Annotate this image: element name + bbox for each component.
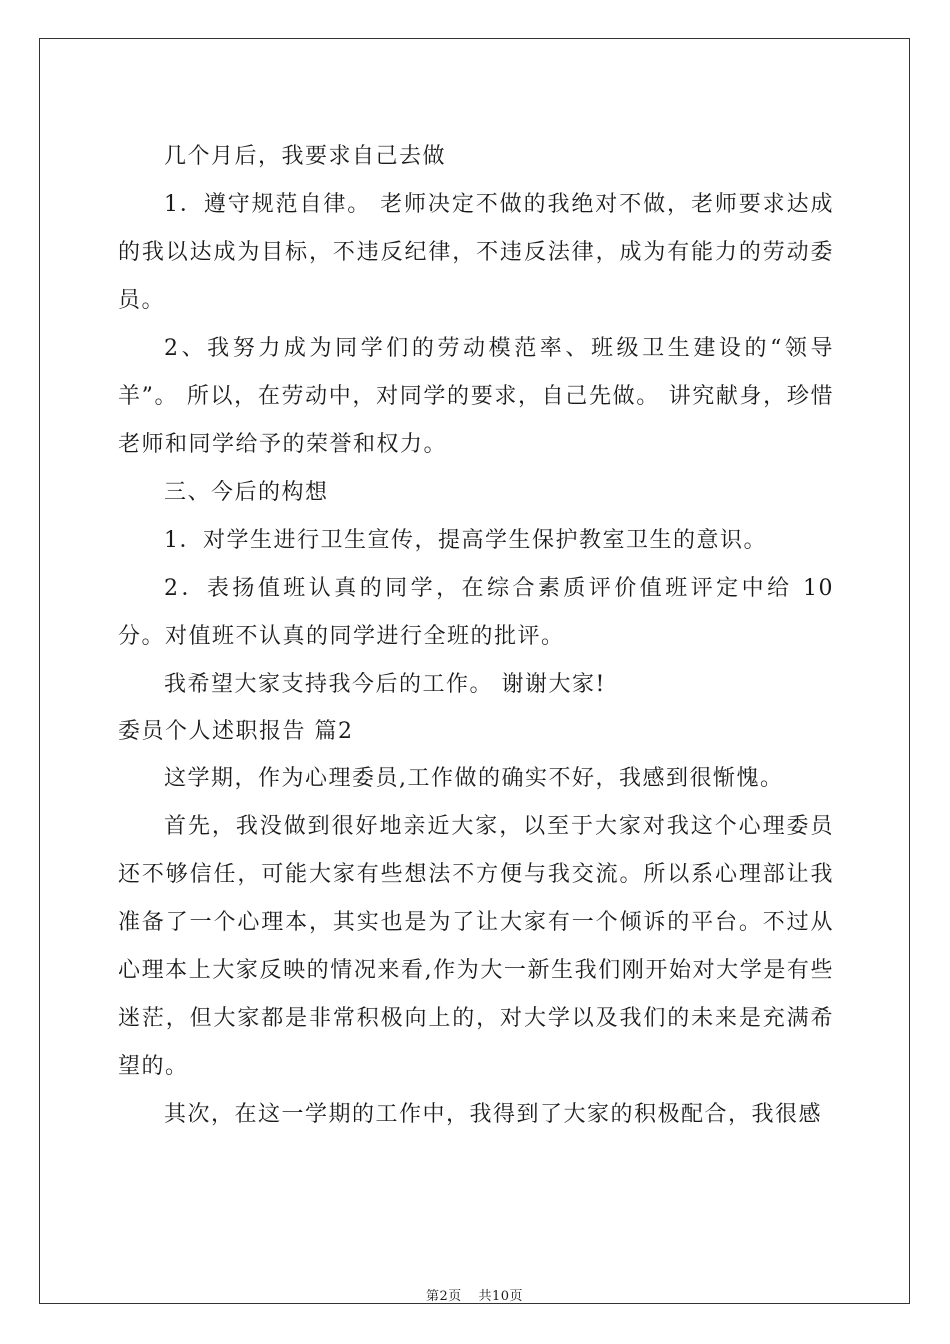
paragraph: 1．遵守规范自律。 老师决定不做的我绝对不做，老师要求达成的我以达成为目标，不违反纪律，不违反法律，成为有能力的劳动委员。 <box>118 192 834 313</box>
paragraph: 2、我努力成为同学们的劳动模范率、班级卫生建设的“领导羊”。 所以，在劳动中，对同学的要求，自己先做。 讲究献身，珍惜老师和同学给予的荣誉和权力。 <box>118 336 834 457</box>
paragraph: 其次，在这一学期的工作中，我得到了大家的积极配合，我很感 <box>164 1102 823 1127</box>
paragraph: 这学期，作为心理委员,工作做的确实不好，我感到很惭愧。 <box>164 766 784 791</box>
paragraph: 首先，我没做到很好地亲近大家，以至于大家对我这个心理委员还不够信任，可能大家有些想法不方便与我交流。所以系心理部让我准备了一个心理本，其实也是为了让大家有一个倾诉的平台。不过从心理本上大家反映的情况来看,作为大一新生我们刚开始对大学是有些迷茫，但大家都是非常积极向上的，对大学以及我们的未来是充满希望的。 <box>118 814 834 1079</box>
document-body <box>118 133 834 1139</box>
paragraph: 几个月后，我要求自己去做 <box>164 144 447 169</box>
paragraph: 1．对学生进行卫生宣传，提高学生保护教室卫生的意识。 <box>164 528 767 553</box>
page-footer <box>40 1285 909 1304</box>
page-frame <box>39 38 910 1304</box>
page-total: 共10页 <box>478 1289 523 1304</box>
page-number: 第2页 <box>426 1289 462 1304</box>
section-heading: 委员个人述职报告 篇2 <box>118 719 354 744</box>
paragraph: 三、今后的构想 <box>164 480 329 505</box>
paragraph: 2．表扬值班认真的同学，在综合素质评价值班评定中给 10 分。对值班不认真的同学进行全班的批评。 <box>118 576 834 649</box>
paragraph: 我希望大家支持我今后的工作。 谢谢大家! <box>164 672 606 697</box>
